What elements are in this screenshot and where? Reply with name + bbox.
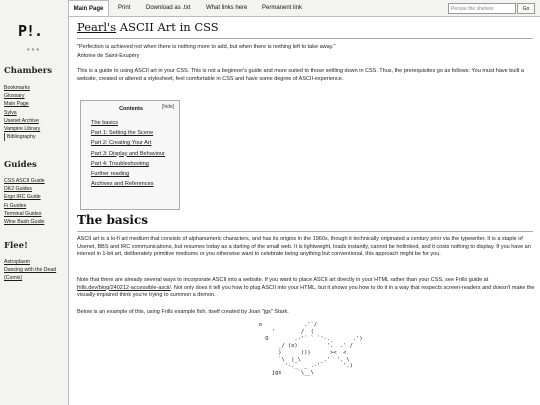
toc-title: Contents [119, 106, 143, 112]
page-title-link[interactable]: Pearl's [77, 20, 117, 34]
sidebar-item-usenet-archive[interactable]: Usenet Archive [4, 117, 39, 124]
page-title-rest: ASCII Art in CSS [116, 20, 219, 34]
toc-item-part-4[interactable]: Part 4: Troubleshooting [91, 160, 149, 167]
divider-stars: *** [26, 48, 42, 55]
toc-list [91, 118, 165, 189]
basics-p2-text-b: . Not only does it tell you how to plug ASCII into your HTML, but it shows you how to do it in a way that respects screen-readers and doesn't make the visually-impaired think you're trying to summon a demon. [77, 284, 535, 299]
epigraph-quote: "Perfection is achieved not when there is nothing more to add, but when there is nothing left to take away." [77, 44, 336, 50]
toc-item-further-reading[interactable]: Further reading [91, 171, 130, 178]
tab-main-page[interactable]: Main Page [68, 0, 109, 16]
page-title [77, 20, 219, 34]
sidebar-list-chambers [4, 84, 40, 141]
basics-paragraph-1: ASCII art is a lo-fi art medium that consists of alphanumeric characters, and has its origins in the 1960s, though it technically originated a century prior via the typewriter. It is a staple of Usenet, BBS and IRC communications, but resumes today as a darling of the small web. It is lightweight, loads instantly, cannot be hotlinked, and it costs nothing to display. If you have an interest in 1-bit art, deliberately primitive mediums or you otherwise want to celebrate being anything but conventional, this approach might be for you. [77, 236, 531, 258]
frills-guide-link[interactable]: frills.dev/blog/240212-accessible-ascii/ [77, 284, 171, 291]
epigraph-author: Antoine de Saint-Exupéry [77, 53, 140, 59]
sidebar-item-vampire-library[interactable]: Vampire Library [4, 126, 41, 133]
sidebar-list-guides [4, 177, 45, 226]
sidebar-item-css-ascii-guide[interactable]: CSS ASCII Guide [4, 178, 45, 184]
basics-paragraph-2 [77, 277, 537, 300]
sidebar-item-bookmarks[interactable]: Bookmarks [4, 85, 30, 91]
sidebar-item-bibliography[interactable]: Bibliography [4, 133, 40, 141]
sidebar-list-flee [4, 258, 56, 283]
tab-permanent-link[interactable]: Permanent link [262, 5, 303, 11]
section-divider [77, 231, 533, 232]
sidebar-item-terminal-guides[interactable]: Terminal Guides [4, 210, 42, 217]
toc-item-the-basics[interactable]: The basics [91, 120, 119, 126]
toc-item-part-1[interactable]: Part 1: Setting the Scene [91, 130, 154, 137]
sidebar-item-comix[interactable]: (Comix) [4, 275, 23, 282]
toc-hide-toggle[interactable]: [hide] [162, 104, 175, 110]
basics-paragraph-3: Below is an example of this, using Frills example fish, itself created by Joan "jgs" Stark. [77, 309, 289, 315]
main-content [68, 16, 540, 405]
sidebar-item-wine-bash-guide[interactable]: Wine Bash Guide [4, 219, 45, 226]
toc-item-archives[interactable]: Archives and References [91, 181, 154, 188]
sidebar-heading-flee: Flee! [4, 241, 28, 251]
sidebar-item-glossary[interactable]: Glossary [4, 93, 25, 100]
ascii-fish-art: o .'`/ ' / ( O .-'` ` `'-._ .') _/ (o) '. .' / ) ))) >< < `\ |_\ _.' '. \ '-._ _ .-' '.) jgs `\__\ [258, 322, 363, 377]
tab-download-txt[interactable]: Download as .txt [146, 5, 191, 11]
toc-item-part-3[interactable]: Part 3: Display and Behaviour [91, 150, 166, 157]
sidebar-item-ergo-irc-guide[interactable]: Ergo IRC Guide [4, 194, 41, 201]
intro-paragraph: This is a guide to using ASCII art in your CSS. This is not a beginner's guide and more suited to those settling down in CSS. Thus, the prerequisites go as follows: You must have built a website, created or altered a stylesheet, feel comfortable in CSS and have some degree of ASCII-experience. [77, 68, 524, 82]
basics-p2-text-a: Note that there are already several ways to incorporate ASCII into a website. If you want to place ASCII art directly in your HTML rather than your CSS, see Frills guide at [77, 277, 489, 283]
go-button[interactable]: Go [517, 3, 535, 14]
table-of-contents [80, 100, 180, 210]
search-input[interactable] [448, 3, 516, 14]
sidebar-heading-chambers: Chambers [4, 66, 53, 76]
tab-print[interactable]: Print [118, 5, 131, 11]
sidebar-item-fi-guides[interactable]: Fi Guides [4, 202, 27, 209]
top-nav [68, 0, 540, 16]
title-divider [77, 38, 533, 39]
sidebar-item-dk2-guides[interactable]: DK2 Guides [4, 186, 32, 193]
tab-what-links-here[interactable]: What links here [206, 5, 248, 11]
sidebar-item-astroplasm[interactable]: Astroplasm [4, 259, 30, 265]
toc-item-part-2[interactable]: Part 2: Creating Your Art [91, 140, 152, 147]
site-logo[interactable]: P!. [18, 22, 43, 40]
sidebar-item-dancing-with-the-dead[interactable]: Dancing with the Dead [4, 267, 57, 274]
sidebar [0, 0, 68, 405]
sidebar-heading-guides: Guides [4, 160, 37, 170]
section-heading-basics: The basics [77, 213, 149, 227]
sidebar-item-main-page[interactable]: Main Page [4, 101, 29, 108]
sidebar-item-sylva[interactable]: Sylva [4, 109, 17, 116]
